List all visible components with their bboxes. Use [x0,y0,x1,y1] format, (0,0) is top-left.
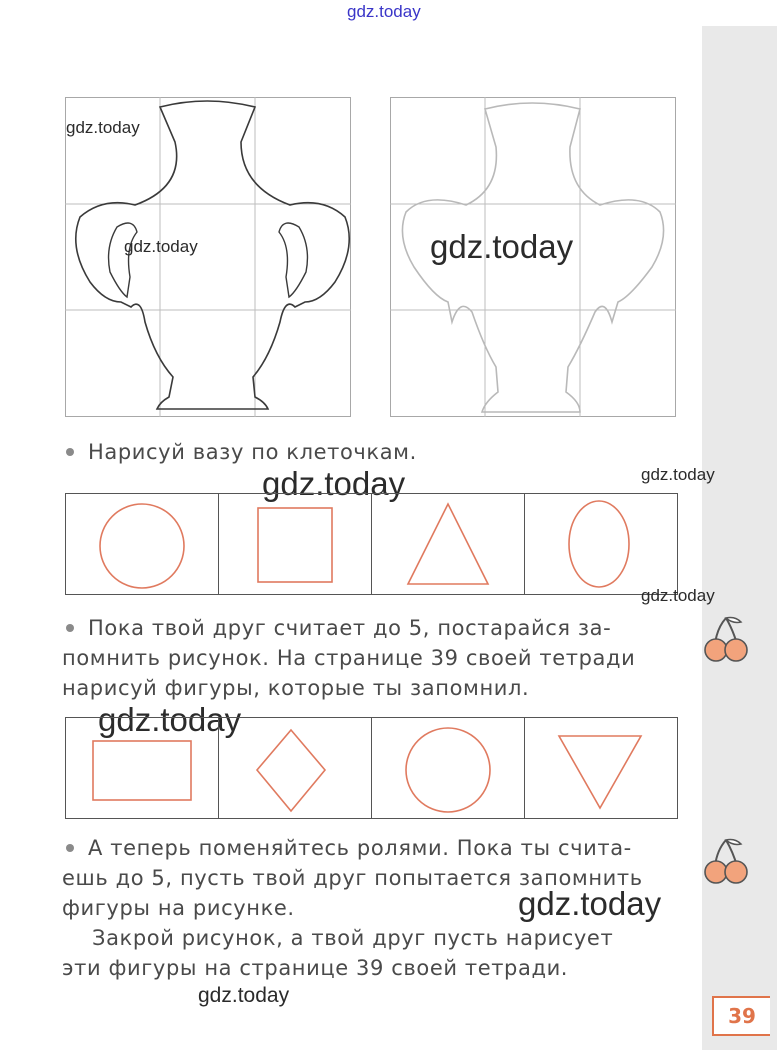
shape-cell [372,718,525,818]
shape-cell [219,718,372,818]
task-text: фигуры на рисунке. [62,896,295,920]
watermark: gdz.today [262,465,406,502]
watermark: gdz.today [198,984,290,1007]
task-memorize-instruction [62,613,682,703]
bullet-icon [66,844,74,852]
shape-cell [66,494,219,594]
triangle-shape [372,494,524,594]
shape-cell [525,494,677,594]
task-text: Пока твой друг считает до 5, постарайся за- [88,616,612,640]
shape-cell [525,718,677,818]
shape-cell [219,494,372,594]
shapes-row-2 [65,717,678,819]
bullet-icon [66,448,74,456]
task-text: Нарисуй вазу по клеточкам. [88,440,417,464]
page-number: 39 [712,996,770,1036]
watermark: gdz.today [518,885,662,922]
watermark: gdz.today [98,701,242,738]
inverted-triangle-shape [525,718,677,818]
watermark-top: gdz.today [347,2,421,21]
shapes-row-1 [65,493,678,595]
vase-reference-panel [65,97,351,417]
task-text: ешь до 5, пусть твой друг попытается запомнить [62,866,643,890]
task-text: эти фигуры на странице 39 своей тетради. [62,956,569,980]
shape-cell [66,718,219,818]
task-text: Закрой рисунок, а твой друг пусть нарисует [92,926,614,950]
rhombus-shape [219,718,371,818]
watermark: gdz.today [66,118,140,137]
cherry-icon [703,836,749,886]
rectangle-shape [66,718,218,818]
page-sidebar [702,26,777,1050]
task-text: нарисуй фигуры, которые ты запомнил. [62,676,530,700]
cherry-icon [703,614,749,664]
shape-cell [372,494,525,594]
task-vase-instruction [62,437,417,467]
oval-shape [525,494,677,594]
vase-reference-drawing [65,97,351,417]
task-text: помнить рисунок. На странице 39 своей тетради [62,646,636,670]
circle-shape [66,494,218,594]
bullet-icon [66,624,74,632]
watermark: gdz.today [641,586,715,605]
watermark: gdz.today [641,465,715,484]
watermark: gdz.today [124,237,198,256]
watermark: gdz.today [430,228,574,265]
task-text: А теперь поменяйтесь ролями. Пока ты счита- [88,836,632,860]
circle-shape [372,718,524,818]
square-shape [219,494,371,594]
